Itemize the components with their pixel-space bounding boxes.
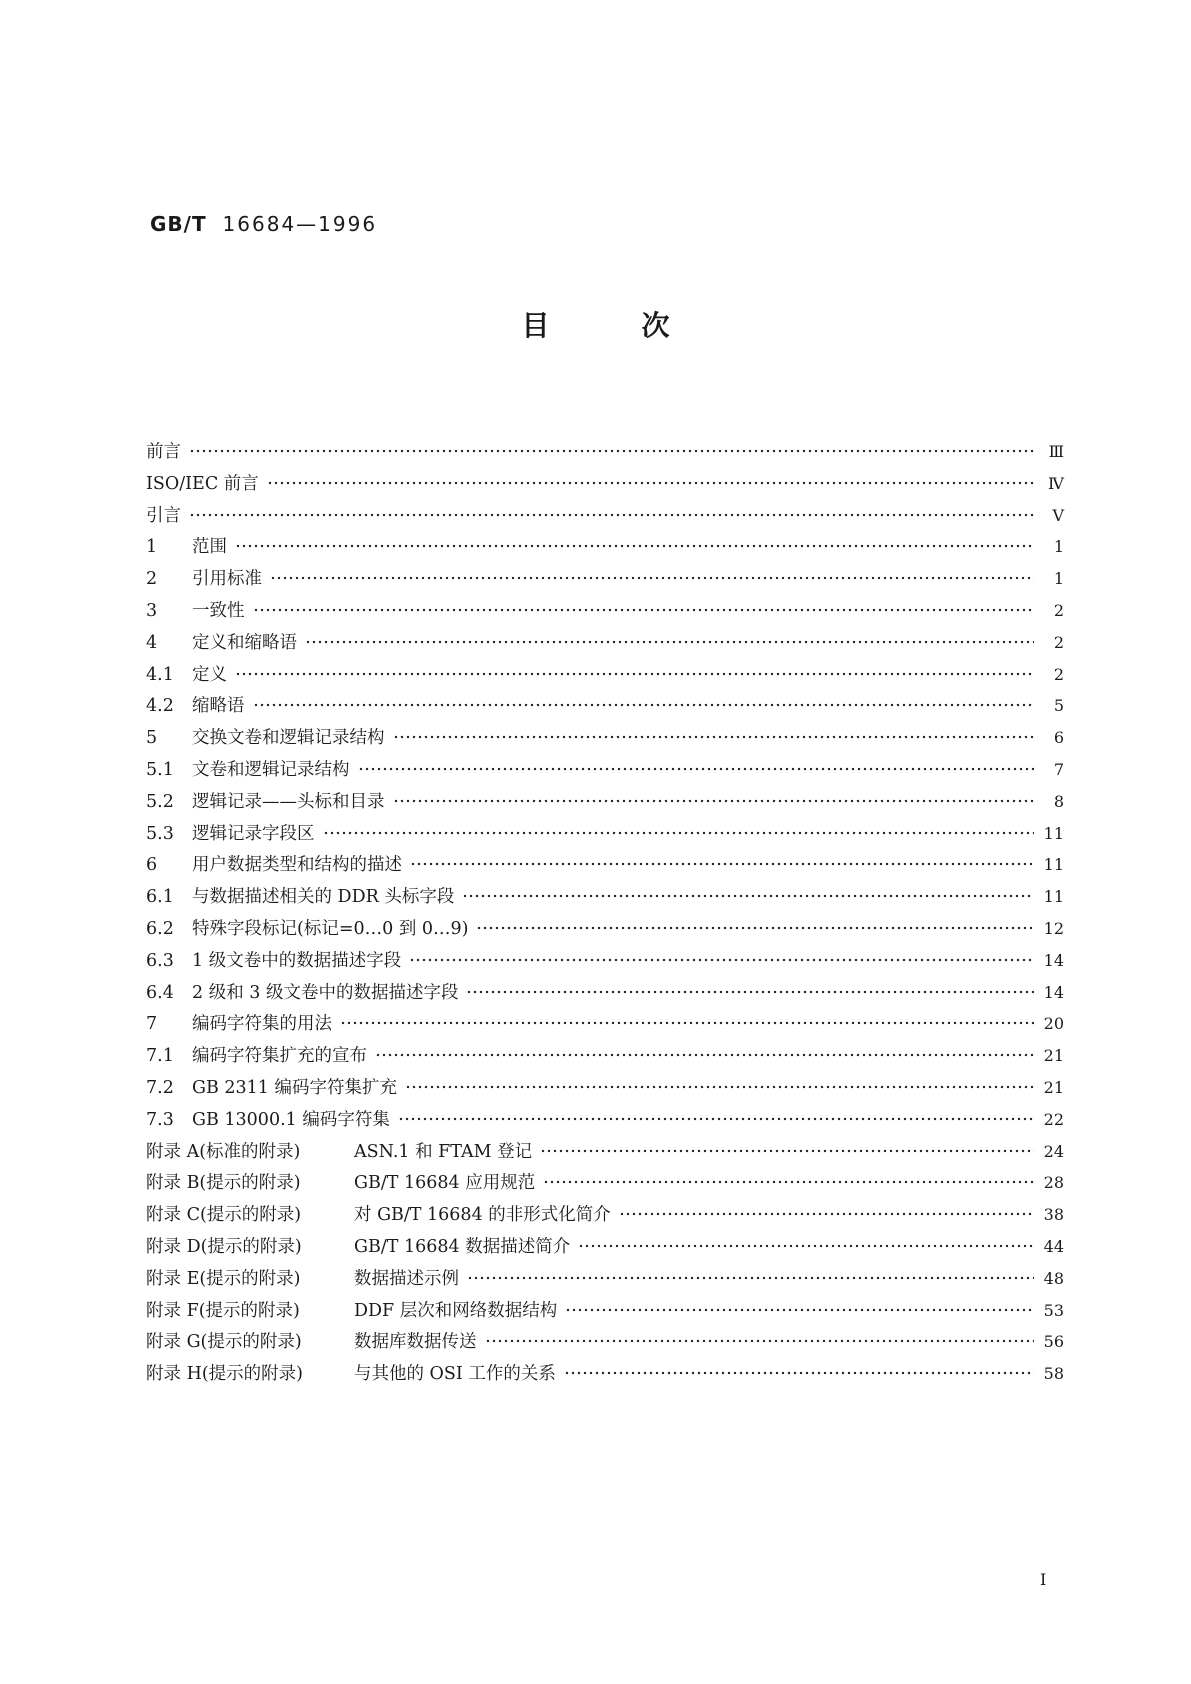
toc-entry-number: 6 [146,855,158,876]
toc-leader-dots [619,1212,1034,1216]
toc-entry-page: 58 [1043,1364,1064,1384]
toc-entry-page: Ⅴ [1052,505,1064,525]
toc-entry-page: Ⅳ [1048,473,1064,493]
toc-entry-page: 14 [1043,950,1064,970]
toc-entry[interactable] [146,661,1064,693]
toc-leader-dots [323,831,1035,835]
toc-entry[interactable] [146,629,1064,661]
toc-entry-number: 6.3 [146,950,174,971]
toc-entry[interactable] [146,1106,1064,1138]
toc-entry-page: 48 [1043,1268,1064,1288]
toc-entry[interactable] [146,915,1064,947]
toc-leader-dots [564,1371,1034,1375]
toc-leader-dots [467,1276,1034,1280]
toc-annex-heading [146,1297,557,1322]
toc-entry-title: GB 13000.1 编码字符集 [192,1109,390,1130]
toc-entry-page: 7 [1053,759,1064,779]
toc-entry-page: Ⅲ [1048,442,1064,461]
toc-entry-number: 5.3 [146,823,174,844]
toc-entry-title: 用户数据类型和结构的描述 [192,855,402,876]
toc-leader-dots [565,1308,1034,1312]
toc-entry-title: 逻辑记录字段区 [192,823,315,844]
toc-annex-label: 附录 B(提示的附录) [146,1173,301,1194]
toc-leader-dots [375,1053,1034,1057]
toc-leader-dots [393,799,1035,803]
toc-leader-dots [253,608,1035,612]
toc-leader-dots [405,1085,1034,1089]
toc-leader-dots [235,672,1034,676]
toc-entry[interactable] [146,1042,1064,1074]
toc-leader-dots [398,1117,1034,1121]
toc-leader-dots [267,481,1034,485]
toc-annex-label: 附录 H(提示的附录) [146,1364,303,1385]
toc-annex-title: 对 GB/T 16684 的非形式化简介 [354,1205,611,1226]
toc-entry-title: 前言 [146,442,181,462]
toc-leader-dots [409,958,1034,962]
toc-annex-label: 附录 E(提示的附录) [146,1268,301,1289]
toc-entry-page: 2 [1053,632,1064,652]
toc-entry[interactable] [146,1074,1064,1106]
toc-annex-entry[interactable] [146,1360,1064,1392]
toc-entry[interactable] [146,692,1064,724]
toc-annex-entry[interactable] [146,1201,1064,1233]
toc-entry-number: 4 [146,632,158,653]
toc-leader-dots [485,1339,1035,1343]
toc-entry-page: 2 [1053,664,1064,684]
toc-annex-entry[interactable] [146,1297,1064,1329]
toc-annex-title: ASN.1 和 FTAM 登记 [354,1141,533,1162]
standard-code-number: 16684—1996 [222,212,378,236]
toc-leader-dots [578,1244,1034,1248]
toc-entry[interactable] [146,820,1064,852]
toc-annex-entry[interactable] [146,1233,1064,1265]
toc-entry[interactable] [146,470,1064,502]
toc-leader-dots [543,1180,1034,1184]
toc-leader-dots [189,513,1034,517]
toc-entry-title: 缩略语 [192,696,245,717]
toc-entry-title: 范围 [192,537,227,558]
toc-entry-title: 引用标准 [192,569,262,590]
toc-entry-title: 与数据描述相关的 DDR 头标字段 [192,887,455,908]
toc-annex-heading [146,1328,477,1353]
toc-entry-page: 24 [1043,1141,1064,1161]
toc-entry-title: 文卷和逻辑记录结构 [192,759,350,780]
toc-entry[interactable] [146,756,1064,788]
toc-leader-dots [340,1021,1034,1025]
toc-annex-entry[interactable] [146,1169,1064,1201]
toc-annex-title: 数据描述示例 [354,1268,459,1289]
toc-entry-number: 7.2 [146,1077,174,1098]
toc-entry-page: 21 [1043,1077,1064,1097]
toc-entry-number: 3 [146,600,158,621]
standard-code-prefix: GB/T [150,212,207,236]
toc-entry[interactable] [146,979,1064,1011]
toc-entry-title: 编码字符集扩充的宣布 [192,1046,367,1067]
toc-leader-dots [305,640,1034,644]
standard-code [150,212,377,236]
toc-entry[interactable] [146,533,1064,565]
toc-entry-title: 1 级文卷中的数据描述字段 [192,950,402,971]
toc-leader-dots [540,1149,1034,1153]
toc-entry[interactable] [146,438,1064,470]
toc-leader-dots [476,926,1034,930]
toc-entry-title: 编码字符集的用法 [192,1014,332,1035]
toc-leader-dots [235,544,1034,548]
toc-entry-number: 7.3 [146,1109,174,1130]
toc-entry-number: 2 [146,569,158,590]
toc-entry-page: 8 [1053,791,1064,811]
toc-annex-label: 附录 C(提示的附录) [146,1205,302,1226]
toc-annex-heading [146,1201,611,1226]
page-folio: Ⅰ [1040,1570,1047,1589]
toc-entry-title: 逻辑记录——头标和目录 [192,791,385,812]
toc-entry-number: 7 [146,1014,158,1035]
toc-entry-title: 特殊字段标记(标记=0…0 到 0…9) [192,918,469,939]
toc-entry-number: 6.1 [146,887,174,908]
toc-leader-dots [189,449,1034,453]
toc-entry-page: 14 [1043,982,1064,1002]
toc-leader-dots [270,576,1034,580]
toc-entry-page: 56 [1043,1332,1064,1352]
toc-entry-title: 交换文卷和逻辑记录结构 [192,728,385,749]
toc-entry-page: 1 [1053,537,1064,557]
toc-entry-page: 11 [1043,887,1064,907]
toc-entry-title: 2 级和 3 级文卷中的数据描述字段 [192,982,459,1003]
page-title-char-2: 次 [641,309,670,342]
toc-entry-title: ISO/IEC 前言 [146,473,259,494]
toc-entry-page: 11 [1043,823,1064,843]
page-title-char-1: 目 [521,309,550,342]
toc-leader-dots [393,735,1035,739]
toc-entry-page: 5 [1053,696,1064,716]
toc-entry-page: 6 [1053,728,1064,748]
table-of-contents [146,438,1064,1392]
toc-entry[interactable] [146,947,1064,979]
toc-entry-title: 引言 [146,505,181,526]
toc-entry-title: 一致性 [192,600,245,621]
toc-entry-page: 44 [1043,1236,1064,1256]
toc-entry-page: 11 [1043,855,1064,875]
toc-entry-page: 38 [1043,1205,1064,1225]
toc-entry-page: 28 [1043,1173,1064,1193]
toc-entry[interactable] [146,565,1064,597]
toc-entry-title: GB 2311 编码字符集扩充 [192,1077,398,1098]
toc-entry[interactable] [146,597,1064,629]
toc-annex-heading [146,1233,570,1258]
toc-entry[interactable] [146,883,1064,915]
toc-annex-label: 附录 A(标准的附录) [146,1141,301,1162]
toc-entry-number: 5.1 [146,759,174,780]
toc-leader-dots [462,894,1034,898]
toc-annex-title: GB/T 16684 应用规范 [354,1173,536,1194]
page-title [0,304,1191,344]
toc-annex-heading [146,1265,459,1290]
toc-entry[interactable] [146,502,1064,534]
toc-entry-number: 4.1 [146,664,174,685]
toc-annex-heading [146,1169,535,1194]
toc-entry-number: 1 [146,537,158,558]
toc-entry-number: 5.2 [146,791,174,812]
toc-entry-page: 21 [1043,1046,1064,1066]
toc-entry-number: 4.2 [146,696,174,717]
toc-entry[interactable] [146,1010,1064,1042]
toc-entry-page: 20 [1043,1014,1064,1034]
toc-annex-title: 与其他的 OSI 工作的关系 [354,1364,556,1385]
toc-entry[interactable] [146,788,1064,820]
toc-entry-page: 12 [1043,918,1064,938]
toc-entry-page: 2 [1053,600,1064,620]
toc-entry-number: 7.1 [146,1046,174,1067]
toc-annex-label: 附录 D(提示的附录) [146,1236,302,1257]
toc-leader-dots [358,767,1035,771]
toc-entry-page: 22 [1043,1109,1064,1129]
toc-entry-title: 定义 [192,664,227,685]
toc-entry[interactable] [146,851,1064,883]
toc-annex-label: 附录 F(提示的附录) [146,1300,300,1321]
toc-annex-heading [146,1360,556,1385]
toc-entry[interactable] [146,724,1064,756]
toc-annex-title: DDF 层次和网络数据结构 [354,1300,558,1321]
toc-entry-number: 5 [146,728,158,749]
toc-entry-page: 1 [1053,569,1064,589]
toc-leader-dots [253,703,1035,707]
toc-entry-number: 6.4 [146,982,174,1003]
toc-annex-entry[interactable] [146,1265,1064,1297]
toc-entry-number: 6.2 [146,918,174,939]
toc-leader-dots [410,862,1034,866]
toc-annex-label: 附录 G(提示的附录) [146,1332,302,1353]
toc-annex-entry[interactable] [146,1328,1064,1360]
toc-annex-title: GB/T 16684 数据描述简介 [354,1236,571,1257]
toc-entry-title: 定义和缩略语 [192,632,297,653]
toc-annex-heading [146,1138,532,1163]
toc-annex-entry[interactable] [146,1138,1064,1170]
toc-leader-dots [466,990,1034,994]
toc-entry-page: 53 [1043,1300,1064,1320]
toc-annex-title: 数据库数据传送 [354,1332,477,1353]
